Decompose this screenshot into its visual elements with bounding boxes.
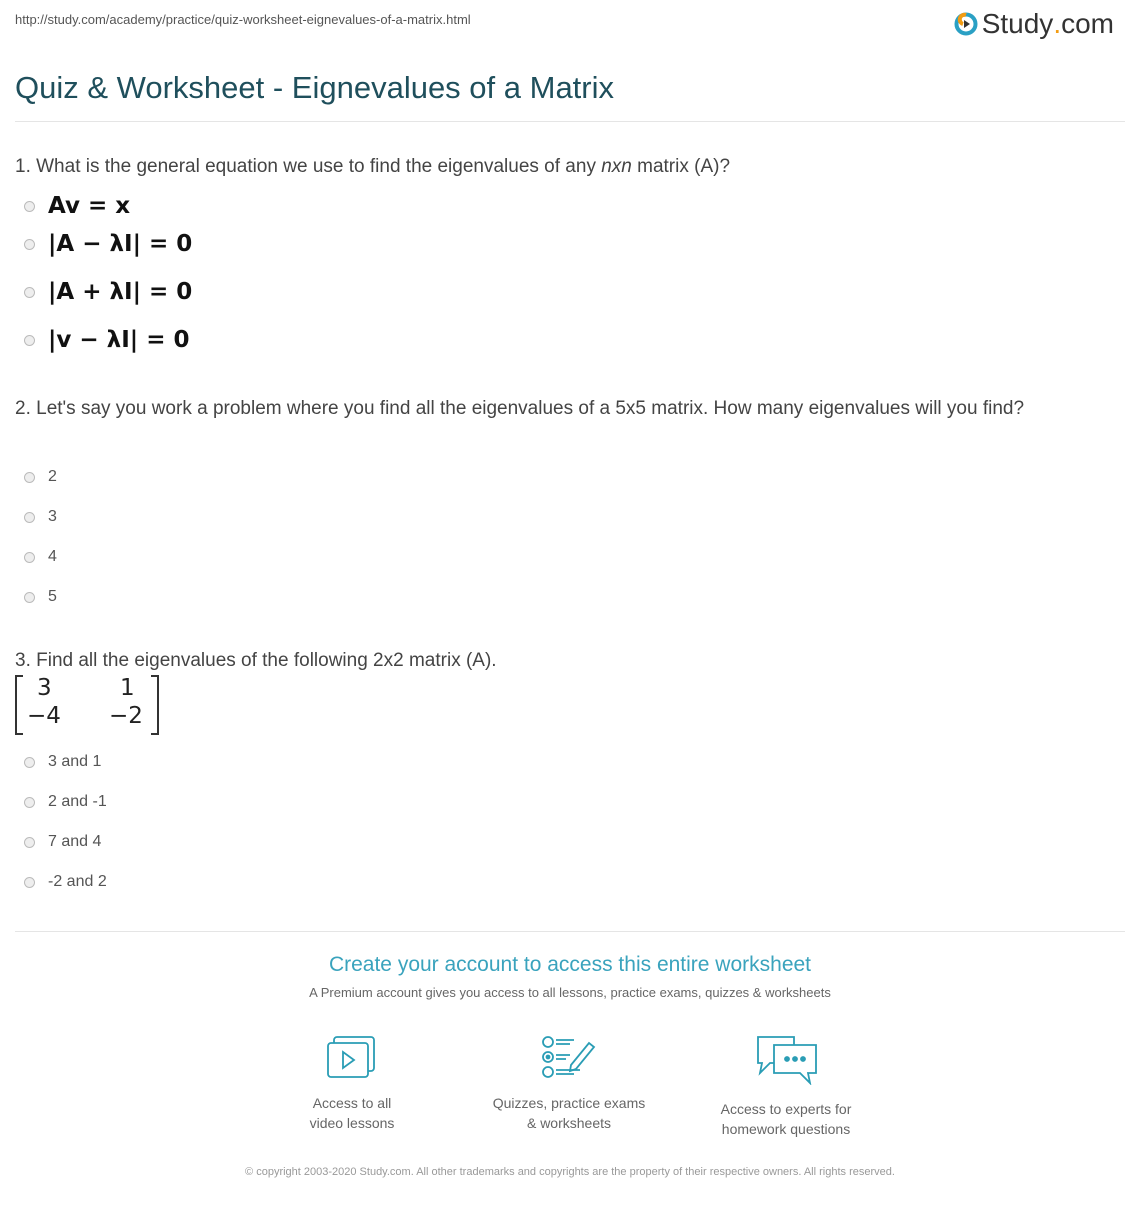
radio-button[interactable] [24, 592, 35, 603]
matrix-cell: 3 [37, 675, 52, 701]
video-lessons-icon [326, 1035, 378, 1079]
chat-bubbles-icon [754, 1035, 818, 1085]
logo-dot: . [1053, 8, 1062, 39]
radio-button[interactable] [24, 877, 35, 888]
question-text: matrix (A)? [631, 156, 731, 177]
option-label: 2 [48, 468, 57, 485]
q1-option-4[interactable] [24, 324, 189, 356]
divider [15, 931, 1125, 932]
feature-line: homework questions [721, 1121, 851, 1137]
feature-video-lessons [242, 1035, 462, 1133]
radio-button[interactable] [24, 837, 35, 848]
q3-option-4[interactable] [24, 873, 107, 891]
q3-option-1[interactable] [24, 753, 101, 771]
radio-button[interactable] [24, 287, 35, 298]
matrix-cell: −2 [109, 703, 143, 729]
option-label: 5 [48, 588, 57, 605]
feature-line: Access to all [312, 1095, 392, 1111]
cta-subtitle: A Premium account gives you access to all lessons, practice exams, quizzes & worksheets [309, 985, 831, 1000]
study-logo[interactable] [954, 8, 1114, 40]
question-1 [15, 153, 1128, 181]
divider [15, 121, 1125, 122]
feature-line: video lessons [309, 1115, 395, 1131]
q2-option-4[interactable] [24, 588, 57, 606]
create-account-link[interactable]: Create your account to access this entire worksheet [328, 953, 812, 976]
question-text: 1. What is the general equation we use to find the eigenvalues of any [15, 156, 602, 177]
q2-option-3[interactable] [24, 548, 57, 566]
option-label: -2 and 2 [48, 873, 107, 890]
copyright: © copyright 2003-2020 Study.com. All other trademarks and copyrights are the property of their respective owners. All rights reserved. [245, 1166, 895, 1178]
q2-option-1[interactable] [24, 468, 57, 486]
page-title: Quiz & Worksheet - Eignevalues of a Matrix [15, 70, 615, 105]
radio-button[interactable] [24, 335, 35, 346]
option-label: |v − λI| = 0 [48, 327, 190, 353]
question-2: 2. Let's say you work a problem where you find all the eigenvalues of a 5x5 matrix. How many eigenvalues will you find? [15, 398, 1025, 419]
page-url: http://study.com/academy/practice/quiz-worksheet-eignevalues-of-a-matrix.html [15, 12, 471, 27]
logo-text: Study [981, 8, 1054, 39]
logo-suffix: com [1061, 8, 1114, 39]
option-label: 2 and -1 [48, 793, 107, 810]
option-label: 4 [48, 548, 57, 565]
q3-option-2[interactable] [24, 793, 107, 811]
radio-button[interactable] [24, 201, 35, 212]
option-label: Av = x [48, 193, 131, 219]
radio-button[interactable] [24, 552, 35, 563]
radio-button[interactable] [24, 757, 35, 768]
q1-option-3[interactable] [24, 276, 192, 308]
q1-option-2[interactable] [24, 228, 192, 260]
feature-quizzes [459, 1035, 679, 1133]
q1-option-1[interactable] [24, 190, 130, 222]
q2-option-2[interactable] [24, 508, 57, 526]
matrix-cell: 1 [120, 675, 135, 701]
feature-line: Access to experts for [720, 1101, 852, 1117]
question-text-italic: nxn [601, 156, 632, 177]
radio-button[interactable] [24, 239, 35, 250]
play-circle-icon [954, 12, 978, 36]
feature-line: & worksheets [526, 1115, 612, 1131]
option-label: |A − λI| = 0 [48, 231, 193, 257]
feature-line: Quizzes, practice exams [492, 1095, 646, 1111]
radio-button[interactable] [24, 472, 35, 483]
feature-experts [676, 1035, 896, 1139]
matrix-cell: −4 [27, 703, 61, 729]
q3-option-3[interactable] [24, 833, 101, 851]
option-label: |A + λI| = 0 [48, 279, 193, 305]
question-3: 3. Find all the eigenvalues of the following 2x2 matrix (A). [15, 650, 497, 671]
option-label: 3 and 1 [48, 753, 102, 770]
radio-button[interactable] [24, 512, 35, 523]
option-label: 3 [48, 508, 57, 525]
quiz-checklist-icon [541, 1035, 597, 1079]
option-label: 7 and 4 [48, 833, 102, 850]
matrix [15, 675, 159, 735]
radio-button[interactable] [24, 797, 35, 808]
